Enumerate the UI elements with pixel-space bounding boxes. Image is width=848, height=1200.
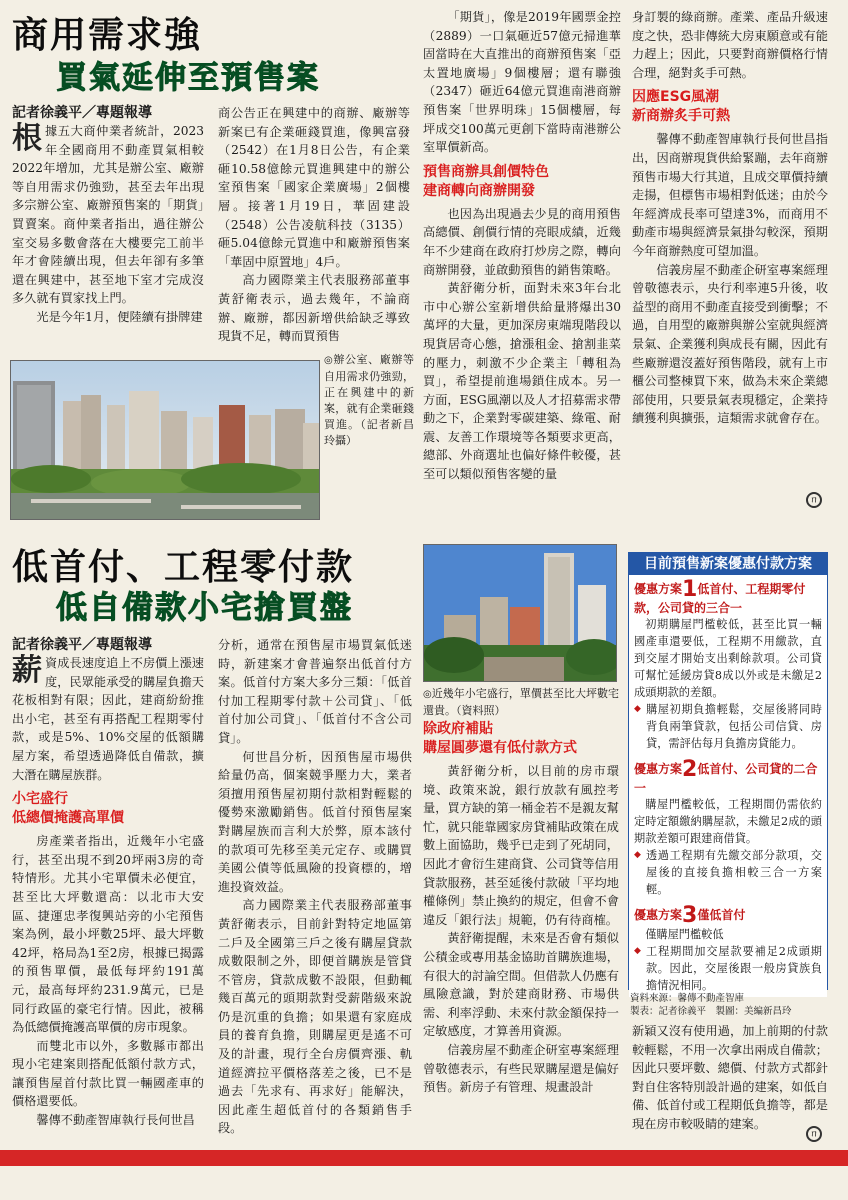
article-1-para: 也因為出現過去少見的商用預售高總價、創價行情的亮眼成績，近幾年不少建商在政府打炒房之際，轉向商辦開發，並啟動預售的銷售策略。 bbox=[423, 206, 621, 277]
option-note: ◆ 工程期間加交屋款要補足2成頭期款。因此，交屋後跟一般房貸族負擔情況相同。 bbox=[634, 943, 822, 994]
small-apartment-buildings-image bbox=[424, 545, 617, 682]
article-1-col4 bbox=[632, 8, 828, 530]
article-2-para: 房產業者指出，近幾年小宅盛行，甚至出現不到20坪兩3房的奇特情形。尤其小宅單價未必便宜，甚至比大坪數還高：以北市大安區、捷運忠孝復興站旁的小宅預售案為例，最小坪數25坪、最大坪數42坪，格局為1至2房，根據已揭露的預售單價，最低每坪約191萬元，最高每坪約231.9萬元，已是同行政區的豪宅行情。因此，被稱為低總價掩護高單價的房市現象。 bbox=[12, 834, 204, 1035]
payment-option-2 bbox=[629, 755, 827, 901]
payment-option-1 bbox=[629, 575, 827, 755]
article-1-para: 黃舒衛分析，面對未來3年台北市中心辦公室新增供給量將爆出30萬坪的大量，更加深房東端現階段以現貨居奇心態，搶漲租金、搶割韭菜的壓力，刺激不少企業主「轉租為買」，希望提前進場鎖住成本。另一方面，ESG風潮以及人才招募需求帶動之下，企業對零碳建築、綠電、耐震、友善工作環境等各類要求更高，總部、外商選址也偏好條件較優，甚至可以類似預售客變的量 bbox=[423, 281, 621, 482]
caption-marker-icon: ◎ bbox=[423, 689, 432, 700]
option-body: 僅購屋門檻較低 bbox=[645, 928, 724, 941]
article-2-byline: 記者徐義平／專題報導 bbox=[12, 637, 152, 653]
article-2-para: 黃舒衛分析，以目前的房市環境、政策來說，銀行放款有風控考量，買方缺的第一桶金若不是親友幫忙，就只能靠國家房貸補貼政策在成數上面協助，幾乎已走到了死胡同，因此才會衍生建商貸、公司貸等信用貸款服務，甚至延後付款破「平均地權條例」禁止換約的規定，但會不會違反「銀行法」規範，仍有待商榷。 bbox=[423, 764, 619, 927]
city-skyline-image bbox=[11, 361, 320, 520]
article-2-para: 何世昌分析，因預售屋市場供給量仍高，個案競爭壓力大，業者須擅用預售屋初期付款相對輕鬆的優勢來激勵銷售。低首付預售屋案對購屋族而言利大於弊，原本該付的款項可先移至美元定存、或購買美國公債等低風險的投資標的，增進投資效益。 bbox=[218, 749, 412, 894]
option-note: ◆ 購屋初期負擔輕鬆，交屋後將同時背負兩筆貸款，包括公司信貸、房貸，需評估每月負擔房貸能力。 bbox=[634, 701, 822, 752]
box-makers: 製表：記者徐義平 製圖：美編新昌玲 bbox=[630, 1006, 792, 1017]
payment-options-title: 目前預售新案優惠付款方案 bbox=[629, 553, 827, 575]
article-2-col3 bbox=[423, 720, 619, 1144]
payment-options-box bbox=[628, 552, 828, 990]
article-1-photo-caption: ◎辦公室、廠辦等自用需求仍強勁，正在興建中的新案，就有企業砸錢買進。（記者新昌玲攝） bbox=[324, 353, 414, 447]
option-body: 初期購屋門檻較低，甚至比買一輛國產車還要低，工程期不用繳款，直到交屋才開始支出剩餘款項。公司貸可幫忙延緩房貸8成以外或是未繳足2成頭期款的差額。 bbox=[634, 618, 822, 699]
article-1-para: 高力國際業主代表服務部董事黃舒衛表示，過去幾年，不論商辦、廠辦，都因新增供給缺乏導致現貨不足，轉而買預售 bbox=[218, 273, 410, 344]
article-2-para: 而雙北市以外，多數縣市都出現小宅建案則搭配低額付款方式，讓預售屋首付款比買一輛國產車的價格還要低。 bbox=[12, 1038, 204, 1109]
article-2-para: 馨傳不動產智庫執行長何世昌 bbox=[36, 1113, 195, 1128]
article-2-headline: 低首付、工程零付款 bbox=[12, 547, 355, 588]
article-1-col3 bbox=[423, 8, 621, 530]
option-note: ◆ 透過工程期有先繳交部分款項，交屋後的直接負擔相較三合一方案輕。 bbox=[634, 847, 822, 898]
article-1-subhead-2: 預售商辦具創價特色 建商轉向商辦開發 bbox=[423, 163, 549, 199]
article-1-col2 bbox=[218, 104, 410, 352]
article-1-para: 根據五大商仲業者統計，2023年全國商用不動產買氣相較2022年增加，尤其是辦公室、廠辦等自用需求仍強勁，甚至去年出現多宗辦公室、廠辦預售案的「期貨」買賣案。商仲業者指出，過往辦公室交易多數會落在大樓要完工前半年才會陸續出現，但去年卻有多筆還在興建中，甚至地下室才完成沒多久就有買家找上門。 bbox=[12, 122, 204, 306]
article-2-para: 黃舒衛提醒，未來是否會有類似公積金或專用基金協助首購族進場，有很大的討論空間。但借款人仍應有風險意識，對於建商財務、市場供需、利率浮動、未來付款金額保持一定敏感度，才算善用資源。 bbox=[423, 931, 619, 1039]
article-1-byline: 記者徐義平／專題報導 bbox=[12, 105, 152, 121]
caption-marker-icon: ◎ bbox=[324, 355, 334, 366]
article-1-photo bbox=[10, 360, 320, 520]
article-1-para: 馨傳不動產智庫執行長何世昌指出，因商辦現貨供給緊蹦，去年商辦預售市場大行其道，且成交單價持續走揚，但標售市場相對低迷；由於今年經濟成長率可望達3%，而商用不動產市場與經濟景氣掛勾較深，預期今年商辦熱度可望加溫。 bbox=[632, 132, 828, 258]
article-2-para: 高力國際業主代表服務部董事黃舒衛表示，目前針對特定地區第二戶及全國第三戶之後有購屋貸款成數限制之外，即便首購族是管貸不管房，貸款成數不設限，但動輒幾百萬元的頭期款對受薪階級來說仍是沉重的負擔；如果還有家庭成員的養育負擔，則購屋更是遙不可及的計畫，現行全台房價齊漲、軌道經濟拉平價格落差之後，已不是過去「先求有、再求好」能解決，因此產生超低首付的各類銷售手段。 bbox=[218, 898, 412, 1136]
payment-option-3 bbox=[629, 901, 827, 997]
box-credits bbox=[630, 992, 830, 1018]
article-1-para: 光是今年1月，便陸續有掛牌建 bbox=[36, 309, 203, 324]
article-1-subhead-3: 因應ESG風潮 新商辦炙手可熱 bbox=[632, 89, 730, 125]
option-title: 優惠方案2低首付、公司貸的二合一 bbox=[634, 757, 818, 795]
article-1-para: 身訂製的綠商辦。產業、產品升級速度之快，恐非傳統大房東願意或有能力趕上；因此，只要對商辦價格行情合理，絕對炙手可熱。 bbox=[632, 10, 828, 80]
article-2-col4 bbox=[632, 1022, 828, 1140]
article-2-col1 bbox=[12, 654, 204, 1144]
article-2-photo bbox=[423, 544, 617, 682]
box-source: 資料來源：馨傳不動產智庫 bbox=[630, 993, 745, 1004]
option-body: 購屋門檻較低，工程期間仍需依約定時定額繳納購屋款，未繳足2成的頭期款差額可跟建商借貸。 bbox=[634, 798, 822, 845]
article-1-para: 商公告正在興建中的商辦、廠辦等新案已有企業砸錢買進，像興富發（2542）在1月8日公告，有企業砸10.58億餘元買進興建中的辦公室預售案「國家企業廣場」2個樓層。接著1月19日，華固建設（2548）公告凌航科技（3135）砸5.04億餘元買進中和廠辦預售案「華固中原置地」4戶。 bbox=[218, 106, 410, 269]
article-2-para: 信義房屋不動產企研室專案經理曾敬德表示，有些民眾購屋還是偏好預售。新房子有管理、規畫設計 bbox=[423, 1042, 619, 1095]
article-1-para: 信義房屋不動產企研室專案經理曾敬德表示，央行利率連5升後，收益型的商用不動產直接受到衝擊；不過，自用型的廠辦與辦公室就與經濟景氣、企業獲利與成長有關，因此有些廠辦還沒蓋好預售階段，就有上市櫃公司整棟買下來，做為未來企業總部使用，只要景氣表現穩定，企業持續獲利與擴張，這類需求就會存在。 bbox=[632, 262, 828, 426]
dropcap: 薪 bbox=[12, 654, 42, 688]
newspaper-logo-icon: ㄇ bbox=[806, 1126, 822, 1142]
article-2-col2 bbox=[218, 636, 412, 1144]
article-1 bbox=[0, 0, 848, 535]
article-1-subheadline: 買氣延伸至預售案 bbox=[56, 60, 320, 96]
dropcap: 根 bbox=[12, 122, 42, 156]
article-2 bbox=[0, 538, 848, 1148]
newspaper-logo-icon: ㄇ bbox=[806, 492, 822, 508]
option-title: 優惠方案3僅低首付 bbox=[634, 903, 746, 928]
article-2-photo-caption: ◎近幾年小宅盛行，單價甚至比大坪數宅還貴。（資料照） bbox=[423, 687, 619, 717]
article-2-subheadline: 低自備款小宅搶買盤 bbox=[56, 590, 353, 626]
article-2-para: 分析，通常在預售屋市場買氣低迷時，新建案才會普遍祭出低首付方案。低首付方案大多分三類：「低首付加工程期零付款＋公司貸」、「低首付加公司貸」、「低首付不含公司貸」。 bbox=[218, 638, 412, 745]
article-2-para: 薪資成長速度追上不房價上漲速度，民眾能承受的購屋負擔天花板相對有限；因此，建商紛紛推出小宅，甚至有再搭配工程期零付款，或是5%、10%交屋的低額購屋方案，希望透過降低自備款，擴大潛在購屋族群。 bbox=[12, 654, 204, 782]
option-title: 優惠方案1低首付、工程期零付款，公司貸的三合一 bbox=[634, 577, 806, 615]
article-1-col1 bbox=[12, 122, 204, 370]
article-1-headline: 商用需求強 bbox=[12, 15, 203, 56]
bottom-red-band bbox=[0, 1150, 848, 1166]
article-1-para: 「期貨」，像是2019年國票金控（2889）一口氣砸近57億元掃進華固當時在大直推出的商辦預售案「亞太置地廣場」9個樓層；還有聯強（2347）砸近64億元買進南港商辦預售案「世界明珠」15個樓層，每坪成交100萬元更創下當時南港辦公室單價新高。 bbox=[423, 10, 621, 155]
article-2-subhead-1: 小宅盛行 低總價掩護高單價 bbox=[12, 791, 124, 827]
article-2-para: 新穎又沒有使用過，加上前期的付款較輕鬆，不用一次拿出兩成自備款；因此只要坪數、總價、付款方式都針對自住客特別設計過的建案，如低自備、低首付或工程期低負擔等，都是現在房市較吸睛的建案。 bbox=[632, 1024, 828, 1131]
article-2-subhead-2: 除政府補貼 購屋圓夢還有低付款方式 bbox=[423, 721, 577, 756]
